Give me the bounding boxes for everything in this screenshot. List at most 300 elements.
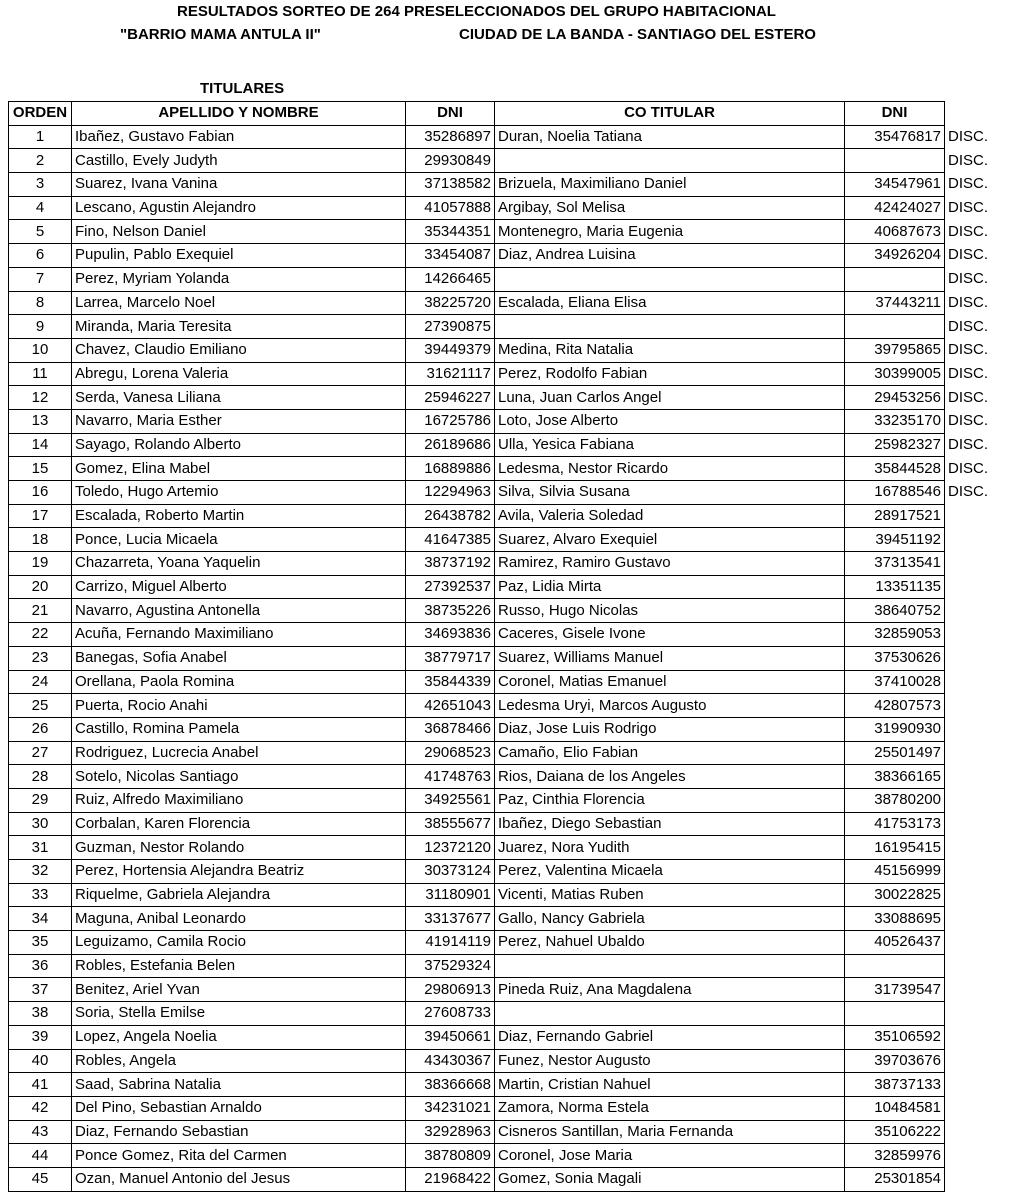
- cell-orden: 42: [9, 1096, 72, 1120]
- cell-dni: 27390875: [406, 315, 495, 339]
- cell-orden: 1: [9, 125, 72, 149]
- table-row: [9, 267, 1001, 291]
- cell-orden: 18: [9, 528, 72, 552]
- cell-nombre: Sayago, Rolando Alberto: [72, 433, 406, 457]
- table-row: [9, 860, 1001, 884]
- cell-nombre: Saad, Sabrina Natalia: [72, 1073, 406, 1097]
- cell-nota: [945, 575, 1001, 599]
- cell-cotitular: Gallo, Nancy Gabriela: [495, 907, 845, 931]
- cell-orden: 8: [9, 291, 72, 315]
- table-row: [9, 481, 1001, 505]
- cell-cotitular: Perez, Rodolfo Fabian: [495, 362, 845, 386]
- cell-nombre: Abregu, Lorena Valeria: [72, 362, 406, 386]
- cell-nota: DISC.: [948, 483, 989, 501]
- table-row: [9, 149, 1001, 173]
- cell-cotitular-dni: 10484581: [845, 1096, 945, 1120]
- cell-dni: 30373124: [406, 860, 495, 884]
- cell-nombre: Serda, Vanesa Liliana: [72, 386, 406, 410]
- table-row: [9, 315, 1001, 339]
- cell-nota: DISC.: [948, 151, 989, 169]
- cell-dni: 29806913: [406, 978, 495, 1002]
- cell-nombre: Robles, Estefania Belen: [72, 954, 406, 978]
- cell-cotitular: Zamora, Norma Estela: [495, 1096, 845, 1120]
- cell-cotitular: Diaz, Andrea Luisina: [495, 244, 845, 268]
- cell-orden: 5: [9, 220, 72, 244]
- cell-dni: 26189686: [406, 433, 495, 457]
- cell-cotitular-dni: 35476817: [845, 125, 945, 149]
- table-row: [9, 954, 1001, 978]
- cell-dni: 36878466: [406, 717, 495, 741]
- cell-nombre: Soria, Stella Emilse: [72, 1002, 406, 1026]
- cell-nota: [945, 1002, 1001, 1026]
- cell-nombre: Perez, Myriam Yolanda: [72, 267, 406, 291]
- cell-dni: 33454087: [406, 244, 495, 268]
- cell-cotitular: Ledesma Uryi, Marcos Augusto: [495, 694, 845, 718]
- cell-dni: 26438782: [406, 504, 495, 528]
- table-row: [9, 1167, 1001, 1191]
- cell-orden: 34: [9, 907, 72, 931]
- cell-nombre: Perez, Hortensia Alejandra Beatriz: [72, 860, 406, 884]
- cell-cotitular-dni: 16195415: [845, 836, 945, 860]
- cell-orden: 19: [9, 552, 72, 576]
- results-table: [8, 101, 1001, 1192]
- cell-nota: [945, 978, 1001, 1002]
- cell-cotitular: Pineda Ruiz, Ana Magdalena: [495, 978, 845, 1002]
- cell-nombre: Larrea, Marcelo Noel: [72, 291, 406, 315]
- cell-cotitular-dni: 40526437: [845, 931, 945, 955]
- cell-cotitular-dni: [845, 954, 945, 978]
- cell-cotitular-dni: 33088695: [845, 907, 945, 931]
- cell-orden: 14: [9, 433, 72, 457]
- column-header-orden: ORDEN: [9, 102, 72, 126]
- cell-dni: 38225720: [406, 291, 495, 315]
- column-header-dni: DNI: [406, 102, 495, 126]
- cell-cotitular: Medina, Rita Natalia: [495, 338, 845, 362]
- cell-cotitular-dni: 39703676: [845, 1049, 945, 1073]
- cell-nombre: Robles, Angela: [72, 1049, 406, 1073]
- cell-cotitular-dni: 37443211: [845, 291, 945, 315]
- cell-nota: DISC.: [948, 246, 989, 264]
- cell-dni: 27392537: [406, 575, 495, 599]
- cell-orden: 12: [9, 386, 72, 410]
- cell-orden: 24: [9, 670, 72, 694]
- cell-nota: DISC.: [948, 459, 989, 477]
- table-row: [9, 528, 1001, 552]
- cell-cotitular: Funez, Nestor Augusto: [495, 1049, 845, 1073]
- cell-cotitular: Loto, Jose Alberto: [495, 409, 845, 433]
- cell-nombre: Fino, Nelson Daniel: [72, 220, 406, 244]
- cell-nota: [945, 1120, 1001, 1144]
- cell-nombre: Ruiz, Alfredo Maximiliano: [72, 788, 406, 812]
- cell-orden: 43: [9, 1120, 72, 1144]
- table-header-row: [9, 102, 1001, 126]
- cell-cotitular: Coronel, Matias Emanuel: [495, 670, 845, 694]
- cell-cotitular-dni: 41753173: [845, 812, 945, 836]
- cell-nota: DISC.: [948, 364, 989, 382]
- cell-cotitular-dni: 45156999: [845, 860, 945, 884]
- cell-nombre: Escalada, Roberto Martin: [72, 504, 406, 528]
- cell-nota: [945, 552, 1001, 576]
- cell-orden: 21: [9, 599, 72, 623]
- cell-dni: 34231021: [406, 1096, 495, 1120]
- cell-dni: 37138582: [406, 173, 495, 197]
- cell-nota: DISC.: [948, 317, 989, 335]
- cell-cotitular-dni: 13351135: [845, 575, 945, 599]
- cell-cotitular-dni: 31739547: [845, 978, 945, 1002]
- table-row: [9, 220, 1001, 244]
- table-row: [9, 646, 1001, 670]
- table-row: [9, 1002, 1001, 1026]
- cell-dni: 16889886: [406, 457, 495, 481]
- table-row: [9, 457, 1001, 481]
- cell-dni: 41748763: [406, 765, 495, 789]
- cell-dni: 39449379: [406, 338, 495, 362]
- cell-nota: [945, 1167, 1001, 1191]
- table-row: [9, 1049, 1001, 1073]
- cell-nota: DISC.: [948, 270, 989, 288]
- table-row: [9, 575, 1001, 599]
- cell-dni: 38779717: [406, 646, 495, 670]
- table-row: [9, 1144, 1001, 1168]
- cell-orden: 3: [9, 173, 72, 197]
- column-header-nombre: APELLIDO Y NOMBRE: [72, 102, 406, 126]
- cell-nombre: Navarro, Agustina Antonella: [72, 599, 406, 623]
- cell-nombre: Diaz, Fernando Sebastian: [72, 1120, 406, 1144]
- cell-cotitular-dni: 35106222: [845, 1120, 945, 1144]
- table-row: [9, 931, 1001, 955]
- cell-dni: 32928963: [406, 1120, 495, 1144]
- cell-dni: 31621117: [406, 362, 495, 386]
- table-row: [9, 338, 1001, 362]
- cell-cotitular-dni: 32859053: [845, 623, 945, 647]
- cell-nombre: Guzman, Nestor Rolando: [72, 836, 406, 860]
- cell-cotitular-dni: 38737133: [845, 1073, 945, 1097]
- cell-cotitular: Vicenti, Matias Ruben: [495, 883, 845, 907]
- cell-cotitular: Paz, Lidia Mirta: [495, 575, 845, 599]
- cell-cotitular: Martin, Cristian Nahuel: [495, 1073, 845, 1097]
- cell-orden: 27: [9, 741, 72, 765]
- cell-cotitular: Brizuela, Maximiliano Daniel: [495, 173, 845, 197]
- cell-orden: 26: [9, 717, 72, 741]
- cell-orden: 32: [9, 860, 72, 884]
- cell-cotitular-dni: 32859976: [845, 1144, 945, 1168]
- cell-cotitular: Ulla, Yesica Fabiana: [495, 433, 845, 457]
- table-row: [9, 386, 1001, 410]
- cell-nota: DISC.: [948, 341, 989, 359]
- table-row: [9, 765, 1001, 789]
- cell-orden: 16: [9, 481, 72, 505]
- cell-nota: [945, 765, 1001, 789]
- cell-cotitular: [495, 1002, 845, 1026]
- cell-nombre: Riquelme, Gabriela Alejandra: [72, 883, 406, 907]
- city-name: CIUDAD DE LA BANDA - SANTIAGO DEL ESTERO: [459, 26, 816, 43]
- cell-nota: DISC.: [948, 175, 989, 193]
- cell-nombre: Carrizo, Miguel Alberto: [72, 575, 406, 599]
- cell-cotitular-dni: 29453256: [845, 386, 945, 410]
- cell-orden: 45: [9, 1167, 72, 1191]
- cell-nota: [945, 954, 1001, 978]
- cell-cotitular-dni: 38780200: [845, 788, 945, 812]
- table-row: [9, 291, 1001, 315]
- cell-orden: 44: [9, 1144, 72, 1168]
- cell-dni: 29068523: [406, 741, 495, 765]
- table-row: [9, 1096, 1001, 1120]
- cell-cotitular-dni: 30022825: [845, 883, 945, 907]
- table-row: [9, 883, 1001, 907]
- cell-cotitular: Avila, Valeria Soledad: [495, 504, 845, 528]
- cell-cotitular: Juarez, Nora Yudith: [495, 836, 845, 860]
- cell-dni: 38735226: [406, 599, 495, 623]
- cell-dni: 35344351: [406, 220, 495, 244]
- cell-nombre: Sotelo, Nicolas Santiago: [72, 765, 406, 789]
- cell-orden: 29: [9, 788, 72, 812]
- cell-cotitular: Russo, Hugo Nicolas: [495, 599, 845, 623]
- cell-cotitular: Rios, Daiana de los Angeles: [495, 765, 845, 789]
- cell-cotitular: Argibay, Sol Melisa: [495, 196, 845, 220]
- cell-orden: 41: [9, 1073, 72, 1097]
- cell-orden: 28: [9, 765, 72, 789]
- cell-cotitular-dni: 31990930: [845, 717, 945, 741]
- cell-nombre: Acuña, Fernando Maximiliano: [72, 623, 406, 647]
- cell-orden: 36: [9, 954, 72, 978]
- cell-cotitular-dni: 37530626: [845, 646, 945, 670]
- cell-orden: 15: [9, 457, 72, 481]
- cell-cotitular: Perez, Valentina Micaela: [495, 860, 845, 884]
- cell-nota: [945, 931, 1001, 955]
- cell-cotitular-dni: 37410028: [845, 670, 945, 694]
- cell-cotitular-dni: 34926204: [845, 244, 945, 268]
- cell-cotitular: [495, 149, 845, 173]
- cell-nombre: Ponce, Lucia Micaela: [72, 528, 406, 552]
- cell-dni: 41647385: [406, 528, 495, 552]
- cell-orden: 10: [9, 338, 72, 362]
- cell-nombre: Benitez, Ariel Yvan: [72, 978, 406, 1002]
- cell-nota: [945, 1073, 1001, 1097]
- cell-cotitular: Escalada, Eliana Elisa: [495, 291, 845, 315]
- cell-dni: 12294963: [406, 481, 495, 505]
- table-row: [9, 196, 1001, 220]
- cell-nombre: Rodriguez, Lucrecia Anabel: [72, 741, 406, 765]
- table-body: [9, 125, 1001, 1191]
- cell-dni: 12372120: [406, 836, 495, 860]
- cell-nombre: Chavez, Claudio Emiliano: [72, 338, 406, 362]
- cell-nota: [945, 670, 1001, 694]
- cell-nombre: Castillo, Romina Pamela: [72, 717, 406, 741]
- cell-nota: [945, 504, 1001, 528]
- cell-cotitular-dni: 37313541: [845, 552, 945, 576]
- cell-cotitular: Paz, Cinthia Florencia: [495, 788, 845, 812]
- cell-nota: DISC.: [948, 412, 989, 430]
- cell-nota: [945, 623, 1001, 647]
- cell-dni: 38555677: [406, 812, 495, 836]
- table-row: [9, 599, 1001, 623]
- table-row: [9, 1025, 1001, 1049]
- cell-cotitular-dni: 38366165: [845, 765, 945, 789]
- cell-cotitular-dni: 39795865: [845, 338, 945, 362]
- cell-orden: 9: [9, 315, 72, 339]
- table-row: [9, 362, 1001, 386]
- section-label-titulares: TITULARES: [200, 80, 285, 97]
- cell-cotitular-dni: 25982327: [845, 433, 945, 457]
- cell-cotitular-dni: 35106592: [845, 1025, 945, 1049]
- cell-cotitular: [495, 315, 845, 339]
- table-row: [9, 244, 1001, 268]
- cell-nota: [945, 717, 1001, 741]
- cell-nota: DISC.: [948, 388, 989, 406]
- cell-dni: 39450661: [406, 1025, 495, 1049]
- cell-orden: 35: [9, 931, 72, 955]
- cell-nota: [945, 694, 1001, 718]
- cell-cotitular-dni: 16788546: [845, 481, 945, 505]
- cell-cotitular-dni: [845, 315, 945, 339]
- cell-orden: 39: [9, 1025, 72, 1049]
- cell-cotitular-dni: 42424027: [845, 196, 945, 220]
- cell-cotitular: [495, 267, 845, 291]
- cell-cotitular-dni: 39451192: [845, 528, 945, 552]
- cell-orden: 23: [9, 646, 72, 670]
- cell-orden: 22: [9, 623, 72, 647]
- cell-cotitular: Coronel, Jose Maria: [495, 1144, 845, 1168]
- cell-dni: 29930849: [406, 149, 495, 173]
- cell-cotitular: Luna, Juan Carlos Angel: [495, 386, 845, 410]
- cell-cotitular: Ibañez, Diego Sebastian: [495, 812, 845, 836]
- cell-dni: 25946227: [406, 386, 495, 410]
- cell-orden: 30: [9, 812, 72, 836]
- cell-orden: 37: [9, 978, 72, 1002]
- cell-dni: 14266465: [406, 267, 495, 291]
- table-row: [9, 812, 1001, 836]
- column-header-blank: [945, 102, 1001, 126]
- cell-nombre: Suarez, Ivana Vanina: [72, 173, 406, 197]
- cell-orden: 17: [9, 504, 72, 528]
- table-row: [9, 788, 1001, 812]
- table-row: [9, 125, 1001, 149]
- table-row: [9, 978, 1001, 1002]
- cell-orden: 31: [9, 836, 72, 860]
- cell-dni: 42651043: [406, 694, 495, 718]
- table-row: [9, 907, 1001, 931]
- cell-cotitular: [495, 954, 845, 978]
- cell-cotitular-dni: 34547961: [845, 173, 945, 197]
- cell-cotitular: Camaño, Elio Fabian: [495, 741, 845, 765]
- cell-nota: [945, 812, 1001, 836]
- cell-cotitular: Perez, Nahuel Ubaldo: [495, 931, 845, 955]
- cell-nombre: Miranda, Maria Teresita: [72, 315, 406, 339]
- cell-cotitular-dni: 25301854: [845, 1167, 945, 1191]
- cell-nombre: Del Pino, Sebastian Arnaldo: [72, 1096, 406, 1120]
- cell-dni: 38780809: [406, 1144, 495, 1168]
- cell-dni: 43430367: [406, 1049, 495, 1073]
- cell-nombre: Puerta, Rocio Anahi: [72, 694, 406, 718]
- cell-nota: [945, 788, 1001, 812]
- cell-nombre: Navarro, Maria Esther: [72, 409, 406, 433]
- cell-orden: 33: [9, 883, 72, 907]
- cell-nombre: Castillo, Evely Judyth: [72, 149, 406, 173]
- cell-nombre: Leguizamo, Camila Rocio: [72, 931, 406, 955]
- cell-nombre: Orellana, Paola Romina: [72, 670, 406, 694]
- table-row: [9, 504, 1001, 528]
- cell-cotitular-dni: [845, 1002, 945, 1026]
- table-row: [9, 173, 1001, 197]
- table-row: [9, 1120, 1001, 1144]
- column-header-cotitular-dni: DNI: [845, 102, 945, 126]
- cell-nota: [945, 741, 1001, 765]
- cell-nombre: Chazarreta, Yoana Yaquelin: [72, 552, 406, 576]
- cell-orden: 6: [9, 244, 72, 268]
- cell-cotitular-dni: 40687673: [845, 220, 945, 244]
- cell-cotitular: Suarez, Williams Manuel: [495, 646, 845, 670]
- cell-nota: [945, 1144, 1001, 1168]
- cell-cotitular-dni: [845, 267, 945, 291]
- cell-dni: 16725786: [406, 409, 495, 433]
- cell-dni: 34925561: [406, 788, 495, 812]
- column-header-cotitular: CO TITULAR: [495, 102, 845, 126]
- document-title: RESULTADOS SORTEO DE 264 PRESELECCIONADOS DEL GRUPO HABITACIONAL: [177, 3, 776, 20]
- cell-nota: [945, 528, 1001, 552]
- cell-dni: 38366668: [406, 1073, 495, 1097]
- cell-cotitular-dni: 38640752: [845, 599, 945, 623]
- cell-cotitular: Montenegro, Maria Eugenia: [495, 220, 845, 244]
- cell-nota: [945, 646, 1001, 670]
- cell-dni: 41057888: [406, 196, 495, 220]
- cell-cotitular: Cisneros Santillan, Maria Fernanda: [495, 1120, 845, 1144]
- cell-nombre: Lopez, Angela Noelia: [72, 1025, 406, 1049]
- cell-nombre: Ponce Gomez, Rita del Carmen: [72, 1144, 406, 1168]
- cell-nota: DISC.: [948, 222, 989, 240]
- cell-nota: DISC.: [948, 435, 989, 453]
- cell-nombre: Lescano, Agustin Alejandro: [72, 196, 406, 220]
- cell-cotitular: Caceres, Gisele Ivone: [495, 623, 845, 647]
- cell-cotitular: Diaz, Jose Luis Rodrigo: [495, 717, 845, 741]
- cell-cotitular: Gomez, Sonia Magali: [495, 1167, 845, 1191]
- cell-orden: 13: [9, 409, 72, 433]
- cell-nombre: Gomez, Elina Mabel: [72, 457, 406, 481]
- cell-nombre: Toledo, Hugo Artemio: [72, 481, 406, 505]
- table-row: [9, 717, 1001, 741]
- cell-cotitular: Ledesma, Nestor Ricardo: [495, 457, 845, 481]
- cell-nombre: Pupulin, Pablo Exequiel: [72, 244, 406, 268]
- cell-orden: 11: [9, 362, 72, 386]
- cell-cotitular-dni: 42807573: [845, 694, 945, 718]
- cell-dni: 21968422: [406, 1167, 495, 1191]
- cell-nota: DISC.: [948, 293, 989, 311]
- cell-cotitular: Diaz, Fernando Gabriel: [495, 1025, 845, 1049]
- cell-nombre: Banegas, Sofia Anabel: [72, 646, 406, 670]
- table-row: [9, 409, 1001, 433]
- table-row: [9, 623, 1001, 647]
- cell-dni: 38737192: [406, 552, 495, 576]
- cell-nombre: Ozan, Manuel Antonio del Jesus: [72, 1167, 406, 1191]
- cell-dni: 35286897: [406, 125, 495, 149]
- cell-orden: 40: [9, 1049, 72, 1073]
- cell-orden: 7: [9, 267, 72, 291]
- cell-nota: [945, 599, 1001, 623]
- table-row: [9, 1073, 1001, 1097]
- cell-nota: [945, 907, 1001, 931]
- cell-nota: [945, 1096, 1001, 1120]
- table-row: [9, 741, 1001, 765]
- cell-orden: 38: [9, 1002, 72, 1026]
- table-row: [9, 670, 1001, 694]
- cell-dni: 33137677: [406, 907, 495, 931]
- cell-orden: 4: [9, 196, 72, 220]
- cell-orden: 25: [9, 694, 72, 718]
- cell-cotitular-dni: 35844528: [845, 457, 945, 481]
- cell-cotitular-dni: [845, 149, 945, 173]
- cell-nota: [945, 860, 1001, 884]
- table-row: [9, 552, 1001, 576]
- cell-orden: 20: [9, 575, 72, 599]
